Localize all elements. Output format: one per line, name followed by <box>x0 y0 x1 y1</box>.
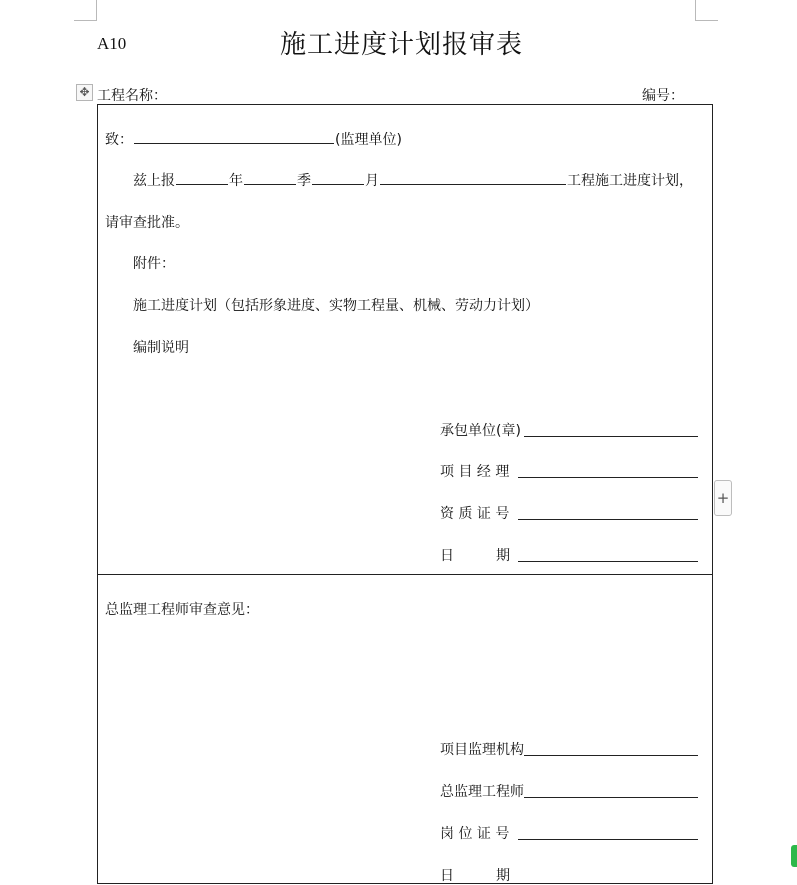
page-title: 施工进度计划报审表 <box>280 30 524 60</box>
season-blank[interactable] <box>244 170 296 185</box>
year-label: 年 <box>229 173 243 189</box>
chief-engineer-label: 总监理工程师 <box>440 784 524 800</box>
to-suffix: (监理单位) <box>335 132 402 148</box>
project-manager-line[interactable] <box>518 477 698 478</box>
project-manager-label: 项 目 经 理 <box>440 464 510 480</box>
approval-form-table <box>97 104 713 884</box>
qualification-number-label: 资 质 证 号 <box>440 506 510 522</box>
report-suffix: 工程施工进度计划， <box>567 173 693 189</box>
page-corner-mark-left <box>74 0 97 21</box>
request-text: 请审查批准。 <box>105 215 189 231</box>
add-column-plus-icon[interactable]: + <box>714 480 732 516</box>
chief-engineer-line[interactable] <box>524 797 698 798</box>
page-corner-mark-right <box>695 0 718 21</box>
section-divider <box>98 574 712 575</box>
month-blank[interactable] <box>312 170 364 185</box>
review-date-label: 日 期 <box>440 868 510 884</box>
contractor-unit-line[interactable] <box>524 436 698 437</box>
to-label: 致： <box>105 132 133 148</box>
contractor-unit-label: 承包单位(章) <box>440 423 521 439</box>
project-name-label: 工程名称： <box>97 88 167 104</box>
month-label: 月 <box>365 173 379 189</box>
chief-engineer-opinion-label: 总监理工程师审查意见： <box>105 602 259 618</box>
attachment-item: 施工进度计划（包括形象进度、实物工程量、机械、劳动力计划） <box>133 298 539 314</box>
date-label: 日 期 <box>440 548 510 564</box>
supervision-agency-line[interactable] <box>524 755 698 756</box>
form-code: A10 <box>97 34 127 53</box>
app-edge-icon <box>791 845 797 867</box>
to-line <box>105 129 402 149</box>
table-move-handle-icon[interactable]: ✥ <box>76 84 93 101</box>
supervision-agency-label: 项目监理机构 <box>440 742 524 758</box>
year-blank[interactable] <box>176 170 228 185</box>
report-prefix: 兹上报 <box>133 173 175 189</box>
report-line <box>133 170 693 190</box>
attachment-label: 附件： <box>133 256 175 272</box>
date-line[interactable] <box>518 561 698 562</box>
supervision-unit-blank[interactable] <box>134 129 334 144</box>
compile-note: 编制说明 <box>133 340 189 356</box>
post-certificate-label: 岗 位 证 号 <box>440 826 510 842</box>
qualification-number-line[interactable] <box>518 519 698 520</box>
project-blank[interactable] <box>380 170 566 185</box>
number-label: 编号： <box>642 88 684 104</box>
post-certificate-line[interactable] <box>518 839 698 840</box>
season-label: 季 <box>297 173 311 189</box>
